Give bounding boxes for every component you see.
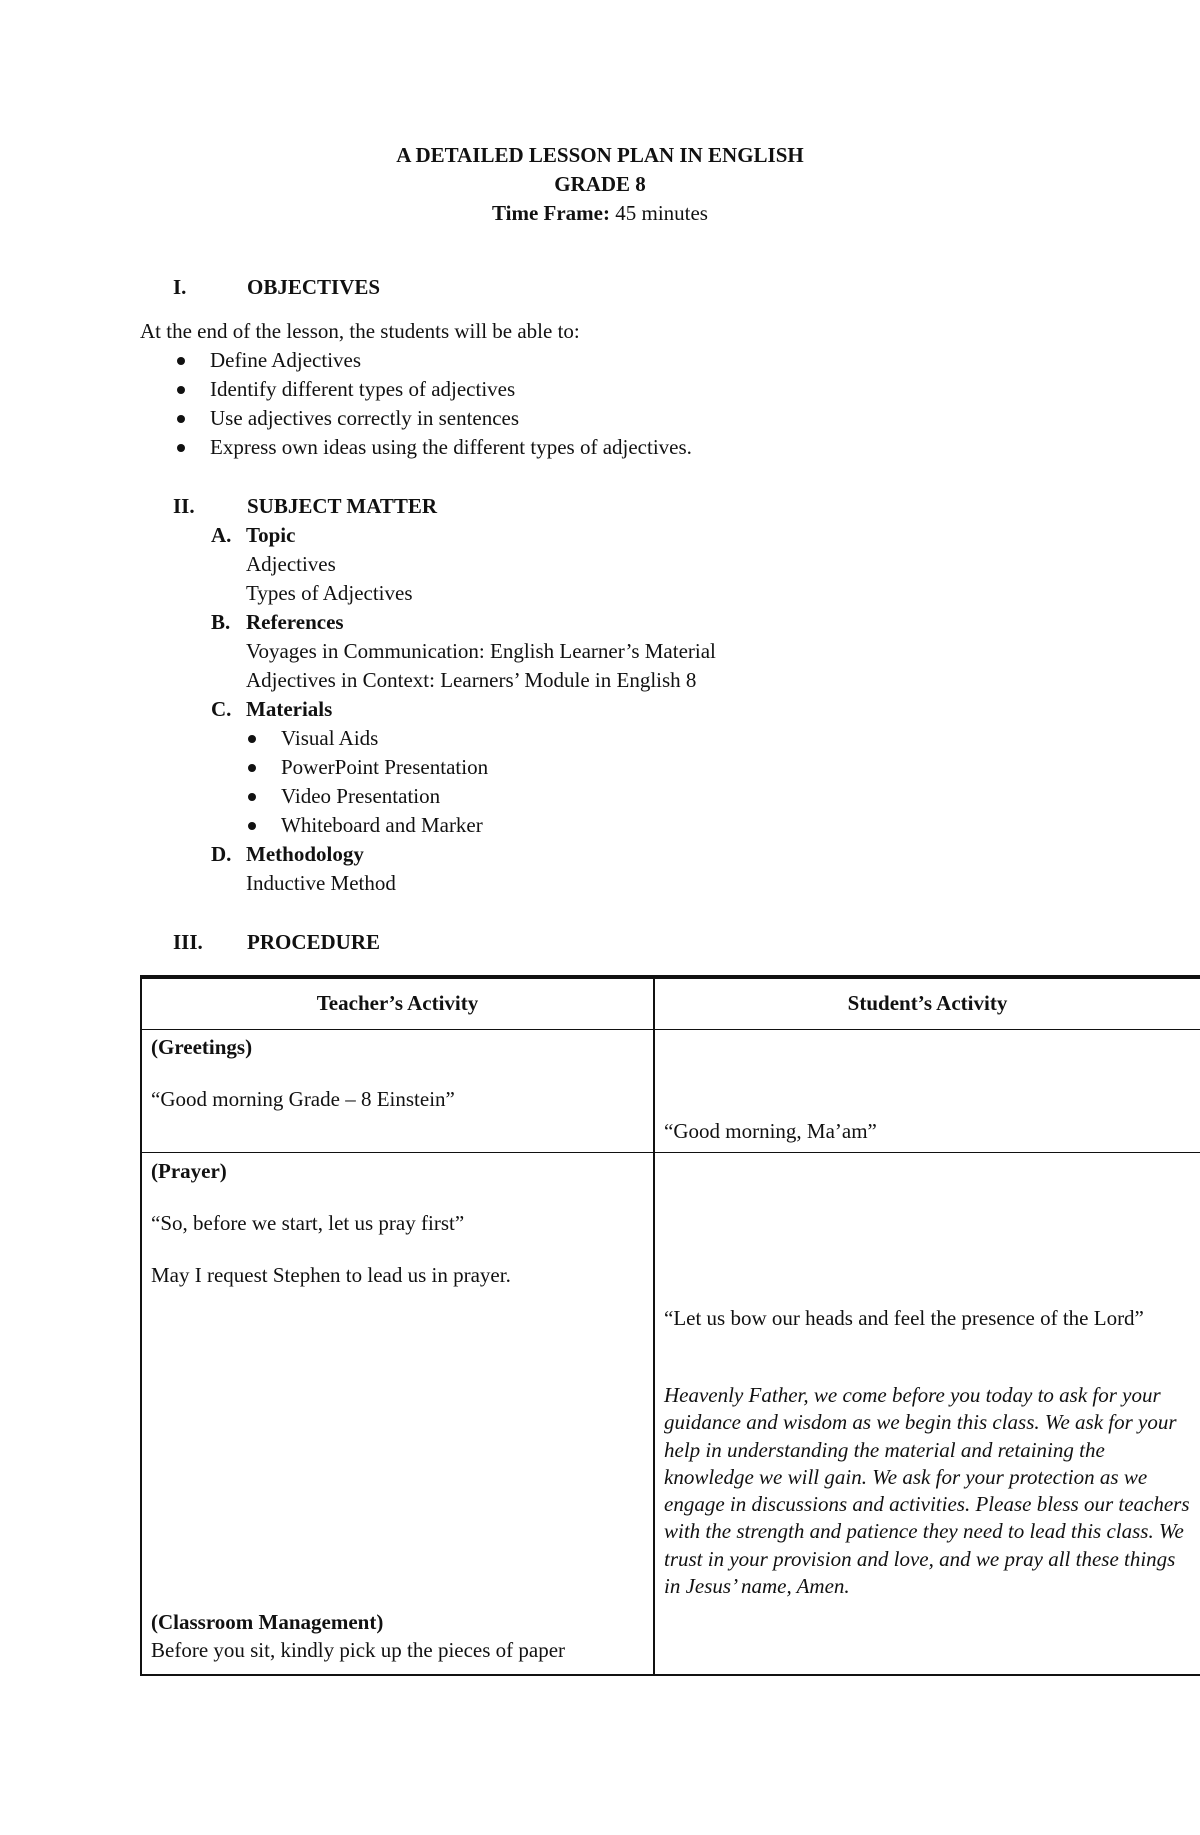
table-row-divider <box>140 1152 1200 1153</box>
document-title: A DETAILED LESSON PLAN IN ENGLISH <box>396 143 804 167</box>
topic-line: Adjectives <box>246 552 336 576</box>
section-title: OBJECTIVES <box>247 275 381 299</box>
prayer-request-text: May I request Stephen to lead us in prayer. <box>151 1263 511 1287</box>
greetings-label: (Greetings) <box>151 1035 253 1059</box>
section-procedure-heading <box>173 928 380 957</box>
list-item <box>210 346 692 375</box>
table-column-divider <box>653 979 655 1676</box>
material-text: PowerPoint Presentation <box>281 755 489 779</box>
document-header <box>0 141 1200 228</box>
subsection-title: Topic <box>246 523 296 547</box>
column-header-student: Student’s Activity <box>847 991 1008 1015</box>
time-frame-label: Time Frame: <box>492 201 610 225</box>
list-item <box>210 433 692 462</box>
greetings-student-text: “Good morning, Ma’am” <box>664 1119 877 1143</box>
objective-text: Define Adjectives <box>210 348 362 372</box>
subsection-letter: A. <box>211 523 232 547</box>
time-frame-value: 45 minutes <box>615 201 708 225</box>
section-title: SUBJECT MATTER <box>247 494 438 518</box>
material-text: Visual Aids <box>281 726 379 750</box>
bullet-icon <box>177 357 185 365</box>
list-item <box>281 811 488 840</box>
objective-text: Use adjectives correctly in sentences <box>210 406 520 430</box>
prayer-student-text: Heavenly Father, we come before you today to ask for your guidance and wisdom as we begin this class. We ask for your help in understanding the material and retaining the knowledge we will gain. We ask for your protection as we engage in discussions and activities. Please bless our teachers with the strength and patience they need to lead this class. We trust in your provision and love, and we pray all these things in Jesus’ name, Amen. <box>664 1383 1190 1599</box>
bullet-icon <box>177 386 185 394</box>
bullet-icon <box>177 415 185 423</box>
objective-text: Express own ideas using the different types of adjectives. <box>210 435 692 459</box>
list-item <box>281 782 488 811</box>
list-item <box>281 753 488 782</box>
table-border-left <box>140 979 142 1676</box>
subsection-letter: D. <box>211 842 232 866</box>
bullet-icon <box>248 764 256 772</box>
prayer-student-intro: “Let us bow our heads and feel the presence of the Lord” <box>664 1306 1144 1330</box>
section-title: PROCEDURE <box>247 930 381 954</box>
subsection-letter: C. <box>211 697 232 721</box>
section-numeral: III. <box>173 930 203 954</box>
objectives-list <box>210 346 692 462</box>
subsection-letter: B. <box>211 610 231 634</box>
subsection-title: Materials <box>246 697 333 721</box>
subsection-title: References <box>246 610 344 634</box>
table-header-divider <box>140 1029 1200 1030</box>
objective-text: Identify different types of adjectives <box>210 377 516 401</box>
list-item <box>210 375 692 404</box>
bullet-icon <box>248 822 256 830</box>
column-header-teacher: Teacher’s Activity <box>316 991 479 1015</box>
section-objectives-heading <box>173 273 380 302</box>
grade-level: GRADE 8 <box>554 172 646 196</box>
reference-line: Adjectives in Context: Learners’ Module in English 8 <box>246 668 697 692</box>
section-numeral: II. <box>173 494 195 518</box>
material-text: Whiteboard and Marker <box>281 813 483 837</box>
material-text: Video Presentation <box>281 784 441 808</box>
section-subject-matter-heading <box>173 492 437 521</box>
prayer-teacher-text: “So, before we start, let us pray first” <box>151 1211 465 1235</box>
list-item <box>281 724 488 753</box>
classroom-management-label: (Classroom Management) <box>151 1610 384 1634</box>
section-numeral: I. <box>173 275 187 299</box>
objectives-intro: At the end of the lesson, the students will be able to: <box>140 319 580 343</box>
subsection-title: Methodology <box>246 842 364 866</box>
bullet-icon <box>177 444 185 452</box>
topic-line: Types of Adjectives <box>246 581 413 605</box>
materials-list <box>281 724 488 840</box>
bullet-icon <box>248 735 256 743</box>
greetings-teacher-text: “Good morning Grade – 8 Einstein” <box>151 1087 455 1111</box>
classroom-management-text: Before you sit, kindly pick up the pieces of paper <box>151 1638 566 1662</box>
bullet-icon <box>248 793 256 801</box>
time-frame <box>0 199 1200 228</box>
reference-line: Voyages in Communication: English Learner’s Material <box>246 639 716 663</box>
table-border-bottom <box>140 1674 1200 1676</box>
prayer-label: (Prayer) <box>151 1159 227 1183</box>
list-item <box>210 404 692 433</box>
methodology-line: Inductive Method <box>246 871 396 895</box>
